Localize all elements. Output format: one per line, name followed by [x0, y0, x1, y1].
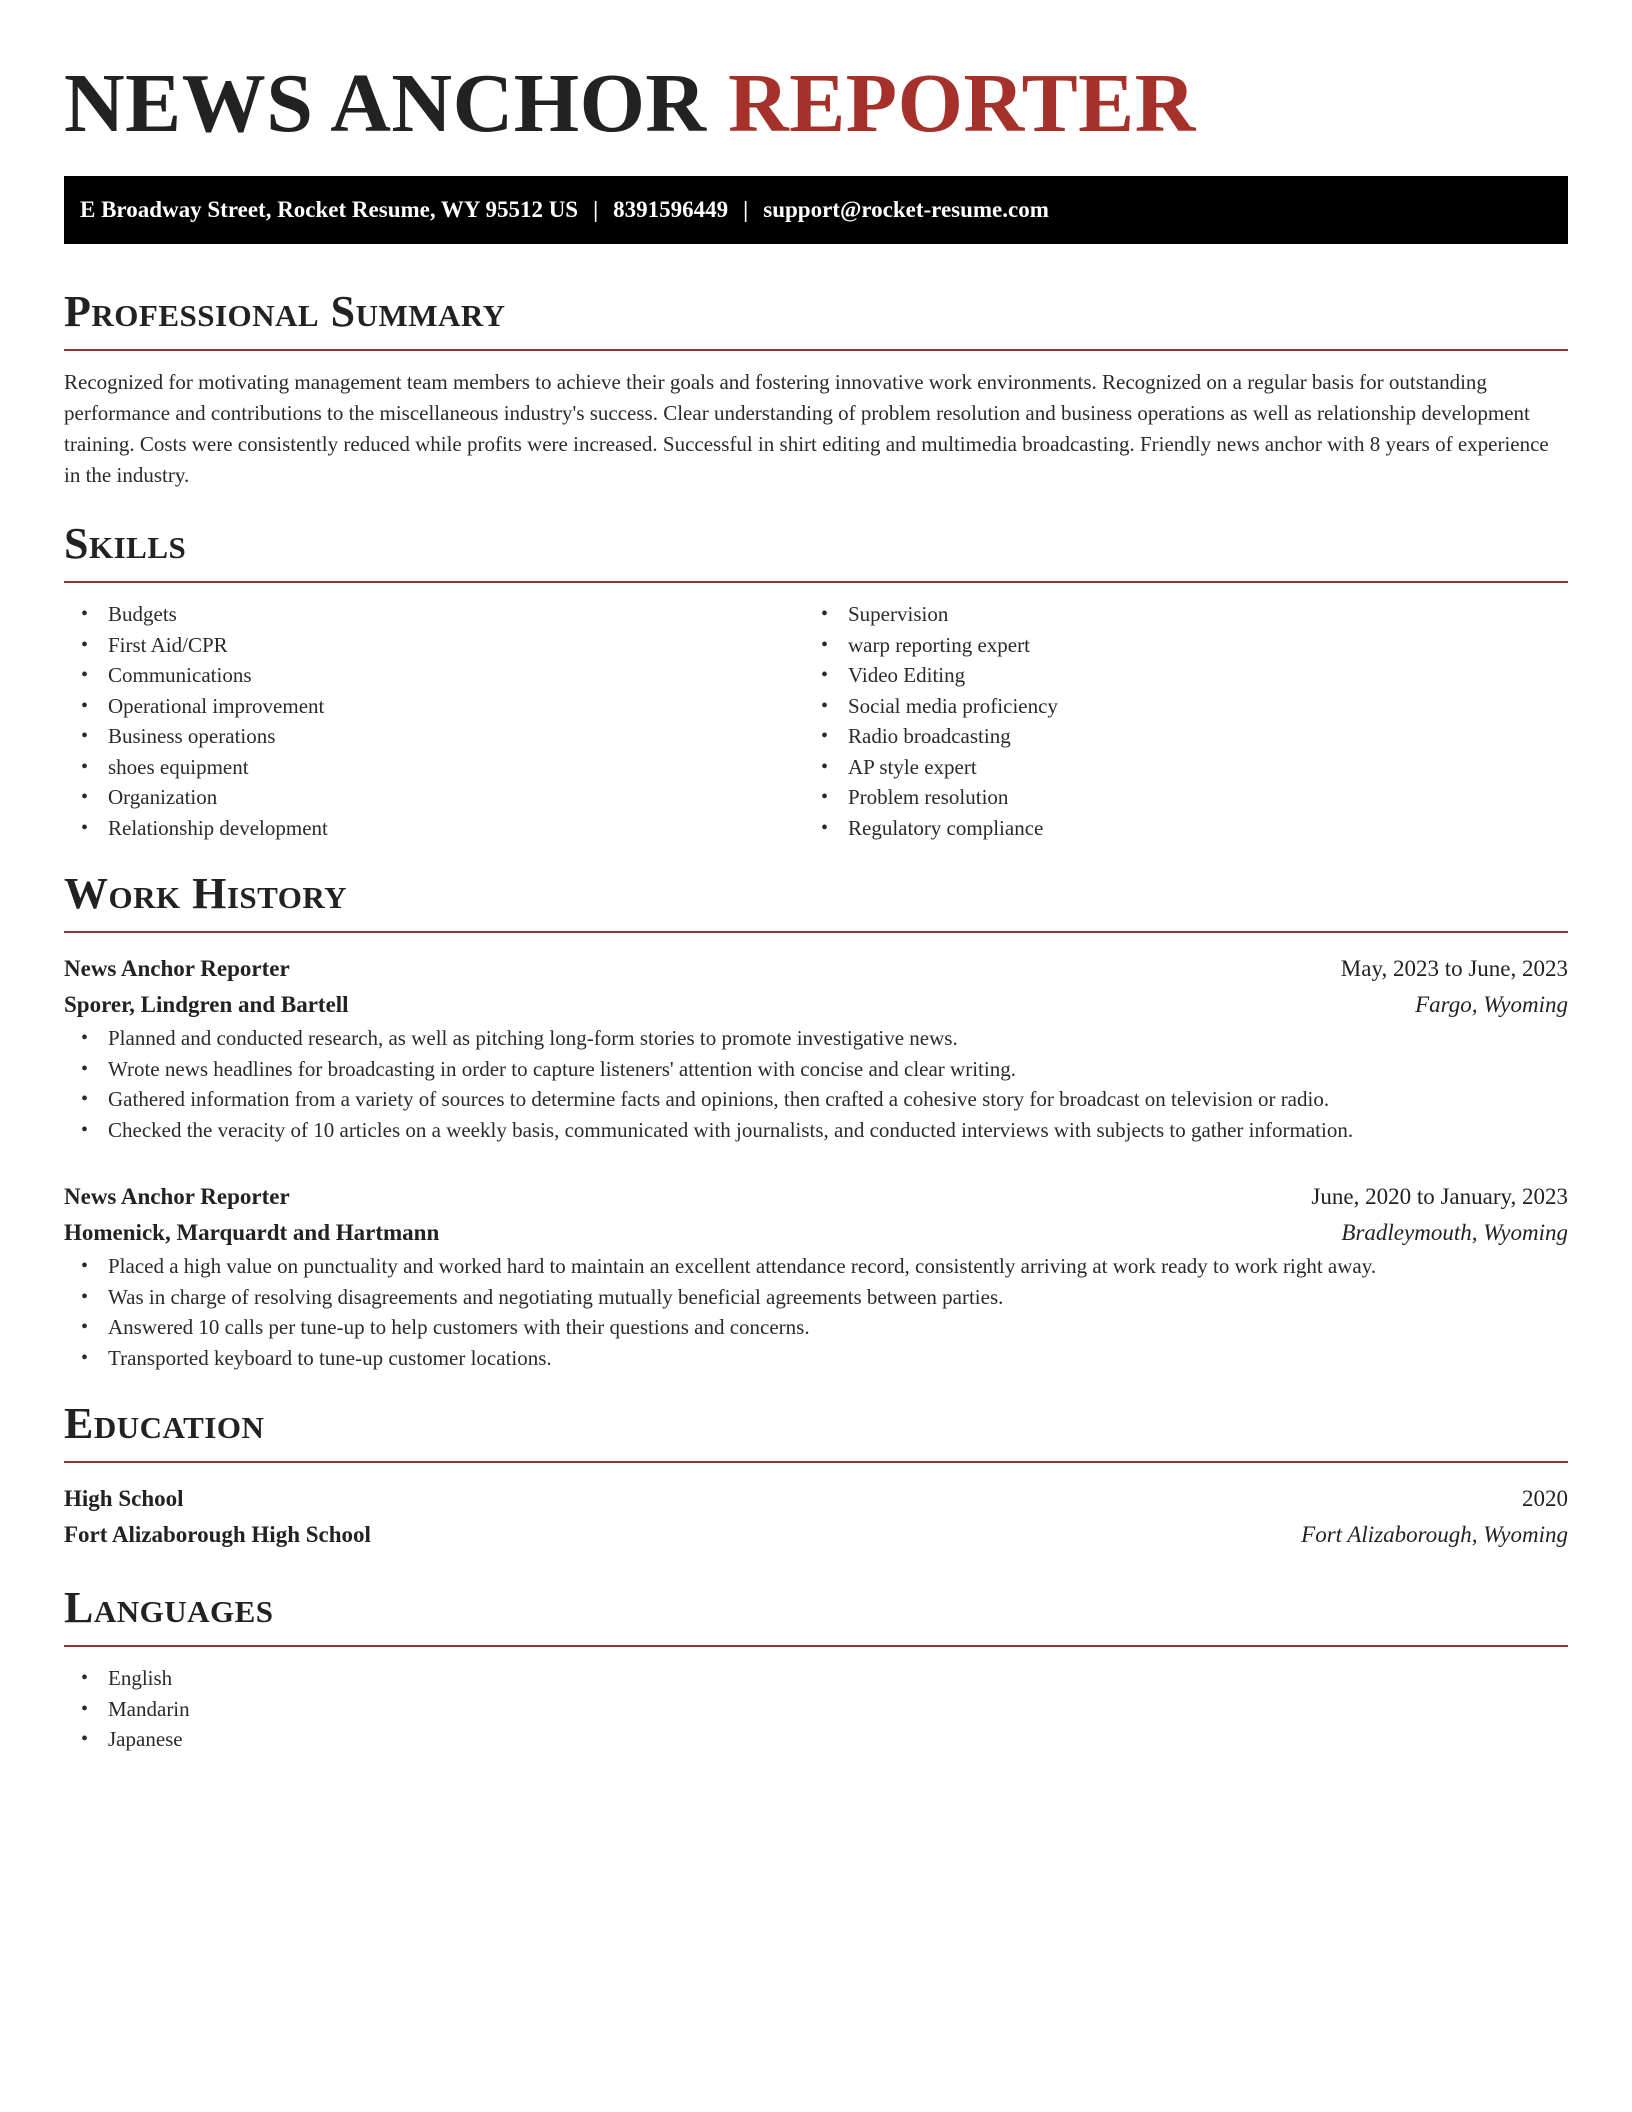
skill-item: • Problem resolution [804, 782, 1544, 813]
contact-email[interactable]: support@rocket-resume.com [763, 197, 1049, 222]
language-item: • Japanese [64, 1724, 1568, 1755]
skill-item: • Social media proficiency [804, 691, 1544, 722]
job-company: Sporer, Lindgren and Bartell [64, 992, 349, 1017]
job-duty: • Placed a high value on punctuality and worked hard to maintain an excellent attendance record, consistently arriving at work ready to work right away. [64, 1251, 1568, 1282]
education-section [64, 1399, 1568, 1553]
languages-list [64, 1663, 1568, 1755]
job-duty: • Answered 10 calls per tune-up to help customers with their questions and concerns. [64, 1312, 1568, 1343]
job-header [64, 951, 1568, 987]
contact-address: E Broadway Street, Rocket Resume, WY 95512 US [80, 197, 579, 222]
job-duty: • Transported keyboard to tune-up customer locations. [64, 1343, 1568, 1374]
education-location: Fort Alizaborough, Wyoming [1301, 1522, 1568, 1547]
contact-separator: | [743, 197, 749, 222]
name-last: REPORTER [728, 57, 1196, 150]
name-first: NEWS ANCHOR [64, 57, 707, 150]
skill-item: • Relationship development [64, 813, 804, 844]
job-company: Homenick, Marquardt and Hartmann [64, 1220, 440, 1245]
skills-column-left [64, 599, 804, 843]
contact-separator: | [593, 197, 599, 222]
skills-list-right [804, 599, 1544, 843]
job-dates: May, 2023 to June, 2023 [1340, 956, 1568, 981]
job-duties [64, 1023, 1568, 1145]
skill-item: • Radio broadcasting [804, 721, 1544, 752]
section-title-skills: Skills [64, 519, 187, 568]
skills-section [64, 519, 1568, 843]
skill-item: • shoes equipment [64, 752, 804, 783]
job-header [64, 1179, 1568, 1215]
job-subheader [64, 1215, 1568, 1251]
languages-section [64, 1583, 1568, 1755]
section-divider [64, 581, 1568, 583]
contact-phone[interactable]: 8391596449 [613, 197, 729, 222]
section-title-work: Work History [64, 869, 348, 918]
job-subheader [64, 987, 1568, 1023]
section-divider [64, 1645, 1568, 1647]
language-item: • Mandarin [64, 1694, 1568, 1725]
section-divider [64, 1461, 1568, 1463]
job-duty: • Planned and conducted research, as well as pitching long-form stories to promote investigative news. [64, 1023, 1568, 1054]
section-title-summary: Professional Summary [64, 287, 506, 336]
section-title-education: Education [64, 1399, 265, 1448]
summary-text: Recognized for motivating management team members to achieve their goals and fostering innovative work environments. Recognized on a regular basis for outstanding performance and contributions to the miscellaneous industry's success. Clear understanding of problem resolution and business operations as well as relationship development training. Costs were consistently reduced while profits were increased. Successful in shirt editing and multimedia broadcasting. Friendly news anchor with 8 years of experience in the industry. [64, 370, 1549, 487]
job-duty: • Checked the veracity of 10 articles on a weekly basis, communicated with journalists, and conducted interviews with subjects to gather information. [64, 1115, 1568, 1146]
skill-item: • Video Editing [804, 660, 1544, 691]
skill-item: • Regulatory compliance [804, 813, 1544, 844]
skill-item: • Budgets [64, 599, 804, 630]
skill-item: • AP style expert [804, 752, 1544, 783]
skill-item: • Supervision [804, 599, 1544, 630]
education-entry [64, 1481, 1568, 1553]
section-divider [64, 349, 1568, 351]
job-title: News Anchor Reporter [64, 1184, 290, 1209]
skills-list-left [64, 599, 804, 843]
candidate-name [64, 0, 1568, 150]
skill-item: • Business operations [64, 721, 804, 752]
job-entry [64, 951, 1568, 1145]
job-duty: • Gathered information from a variety of sources to determine facts and opinions, then crafted a cohesive story for broadcast on television or radio. [64, 1084, 1568, 1115]
summary-section [64, 287, 1568, 491]
job-title: News Anchor Reporter [64, 956, 290, 981]
section-title-languages: Languages [64, 1583, 274, 1632]
job-entry [64, 1179, 1568, 1373]
education-school: Fort Alizaborough High School [64, 1522, 371, 1547]
education-year: 2020 [1522, 1486, 1568, 1511]
language-item: • English [64, 1663, 1568, 1694]
job-duty: • Wrote news headlines for broadcasting in order to capture listeners' attention with concise and clear writing. [64, 1054, 1568, 1085]
job-location: Fargo, Wyoming [1415, 992, 1568, 1017]
section-divider [64, 931, 1568, 933]
job-duty: • Was in charge of resolving disagreements and negotiating mutually beneficial agreements between parties. [64, 1282, 1568, 1313]
skill-item: • Communications [64, 660, 804, 691]
skill-item: • warp reporting expert [804, 630, 1544, 661]
skills-columns [64, 599, 1568, 843]
skill-item: • Organization [64, 782, 804, 813]
education-degree: High School [64, 1486, 184, 1511]
education-subheader [64, 1517, 1568, 1553]
contact-bar [64, 176, 1568, 244]
resume-page [64, 0, 1568, 1755]
job-dates: June, 2020 to January, 2023 [1311, 1184, 1568, 1209]
skills-column-right [804, 599, 1544, 843]
skill-item: • Operational improvement [64, 691, 804, 722]
skill-item: • First Aid/CPR [64, 630, 804, 661]
work-section [64, 869, 1568, 1373]
job-duties [64, 1251, 1568, 1373]
job-location: Bradleymouth, Wyoming [1341, 1220, 1568, 1245]
education-header [64, 1481, 1568, 1517]
